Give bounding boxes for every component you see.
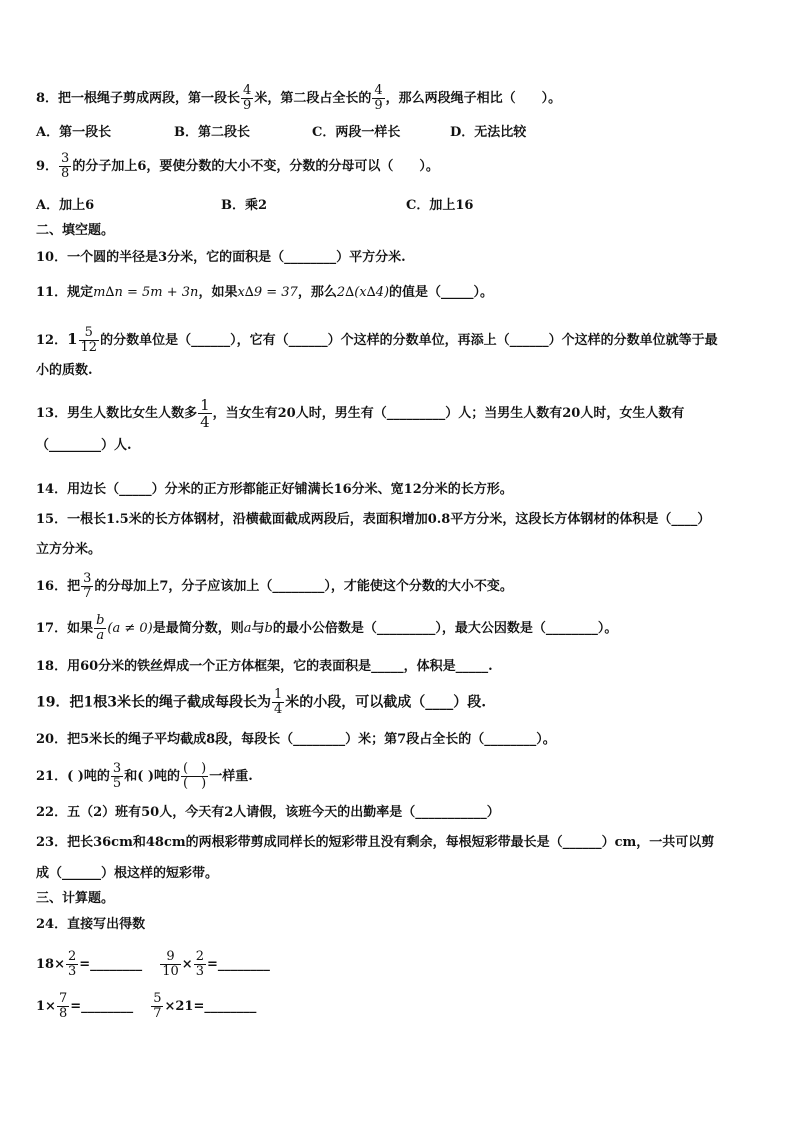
question-14: 14．用边长（_____）分米的正方形都能正好铺满长16分米、宽12分米的长方形。 bbox=[36, 482, 513, 497]
q8-text-c: ，那么两段绳子相比（ ）。 bbox=[385, 91, 562, 106]
q12-fraction: $\frac{5}{12}$ bbox=[80, 325, 98, 355]
question-17: 17．如果 $\frac{b}{a}$ (a ≠ 0)是最简分数，则a与b的最小公倍数是（_________），最大公因数是（________）。 bbox=[36, 613, 618, 643]
q8-fraction-1: $\frac{4}{9}$ bbox=[243, 83, 252, 113]
question-18: 18．用60分米的铁丝焊成一个正方体框架，它的表面积是_____，体积是_____. bbox=[36, 659, 493, 674]
q8-option-c[interactable]: C．两段一样长 bbox=[312, 125, 401, 140]
question-12: 12．1 $\frac{5}{12}$ 的分数单位是（______），它有（______）个这样的分数单位，再添上（______）个这样的分数单位就等于最 bbox=[36, 325, 718, 355]
question-21: 21．( )吨的 $\frac{3}{5}$ 和( )吨的 $\frac{( )}{( )}$ 一样重. bbox=[36, 761, 253, 791]
q23-continuation: 成（______）根这样的短彩带。 bbox=[36, 866, 219, 881]
q8-option-b[interactable]: B．第二段长 bbox=[174, 125, 250, 140]
question-15: 15．一根长1.5米的长方体钢材，沿横截面截成两段后，表面积增加0.8平方分米，这段长方体钢材的体积是（____） bbox=[36, 512, 711, 527]
q8-option-d[interactable]: D．无法比较 bbox=[450, 125, 527, 140]
q12-continuation: 小的质数. bbox=[36, 363, 93, 378]
q8-text-a: 8．把一根绳子剪成两段，第一段长 bbox=[36, 91, 241, 106]
q9-fraction: $\frac{3}{8}$ bbox=[61, 151, 70, 181]
q15-continuation: 立方分米。 bbox=[36, 542, 102, 557]
q21-fraction: $\frac{3}{5}$ bbox=[112, 761, 122, 791]
q9-text: 的分子加上6，要使分数的大小不变，分数的分母可以（ ）。 bbox=[72, 159, 439, 174]
q13-fraction: $\frac{1}{4}$ bbox=[200, 396, 210, 431]
q9-option-c[interactable]: C．加上16 bbox=[406, 198, 474, 213]
calc-1-answer[interactable]: =________ bbox=[79, 957, 143, 972]
q11-definition: m∆n = 5m + 3n bbox=[93, 285, 199, 300]
calc-row-1: 18× $\frac{2}{3}$ =________ $\frac{9}{10}$ × $\frac{2}{3}$ =________ bbox=[36, 949, 270, 979]
calc-3-fraction: $\frac{7}{8}$ bbox=[58, 991, 68, 1021]
q9-option-a[interactable]: A．加上6 bbox=[36, 198, 95, 213]
question-11: 11．规定m∆n = 5m + 3n，如果x∆9 = 37，那么2∆(x∆4)的值是（_____）。 bbox=[36, 285, 494, 300]
q21-fraction-blank: $\frac{( )}{( )}$ bbox=[183, 761, 207, 791]
question-10: 10．一个圆的半径是3分米，它的面积是（________）平方分米. bbox=[36, 250, 406, 265]
calc-row-2: 1× $\frac{7}{8}$ =________ $\frac{5}{7}$ ×21=________ bbox=[36, 991, 257, 1021]
q17-fraction: $\frac{b}{a}$ bbox=[96, 613, 105, 643]
question-13: 13．男生人数比女生人数多 $\frac{1}{4}$ ，当女生有20人时，男生有（_________）人；当男生人数有20人时，女生人数有 bbox=[36, 396, 685, 431]
calc-3-answer[interactable]: =________ bbox=[70, 999, 134, 1014]
q13-continuation: （________）人. bbox=[36, 438, 132, 453]
question-24: 24．直接写出得数 bbox=[36, 917, 146, 932]
q8-fraction-2: $\frac{4}{9}$ bbox=[374, 83, 383, 113]
q11-expression: 2∆(x∆4) bbox=[336, 285, 390, 300]
q19-fraction: $\frac{1}{4}$ bbox=[273, 687, 283, 717]
question-19: 19．把1根3米长的绳子截成每段长为 $\frac{1}{4}$ 米的小段，可以截成（____）段. bbox=[36, 687, 487, 717]
q17-condition: (a ≠ 0) bbox=[107, 621, 153, 636]
question-16: 16．把 $\frac{3}{7}$ 的分母加上7，分子应该加上（________），才能使这个分数的大小不变。 bbox=[36, 571, 513, 601]
q11-condition: x∆9 = 37 bbox=[237, 285, 298, 300]
question-23: 23．把长36cm和48cm的两根彩带剪成同样长的短彩带且没有剩余，每根短彩带最长是（______）cm，一共可以剪 bbox=[36, 835, 715, 850]
calc-2-fraction-1: $\frac{9}{10}$ bbox=[162, 949, 179, 979]
q9-option-b[interactable]: B．乘2 bbox=[221, 198, 268, 213]
section-2-title: 二、填空题。 bbox=[36, 223, 115, 238]
section-3-title: 三、计算题。 bbox=[36, 891, 115, 906]
question-8 bbox=[36, 84, 764, 113]
question-22: 22．五（2）班有50人，今天有2人请假，该班今天的出勤率是（___________） bbox=[36, 805, 500, 820]
q8-options bbox=[36, 124, 764, 142]
q9-options bbox=[36, 197, 764, 215]
q8-text-b: 米，第二段占全长的 bbox=[254, 91, 372, 106]
calc-2-answer[interactable]: =________ bbox=[206, 957, 270, 972]
calc-2-fraction-2: $\frac{2}{3}$ bbox=[195, 949, 204, 979]
q12-mixed-whole: 1 bbox=[67, 330, 78, 348]
question-20: 20．把5米长的绳子平均截成8段，每段长（________）米；第7段占全长的（________）。 bbox=[36, 732, 556, 747]
question-9: 9． $\frac{3}{8}$ 的分子加上6，要使分数的大小不变，分数的分母可以（ ）。 bbox=[36, 151, 439, 181]
calc-1-fraction: $\frac{2}{3}$ bbox=[67, 949, 77, 979]
q8-option-a[interactable]: A．第一段长 bbox=[36, 125, 112, 140]
calc-4-answer[interactable]: ×21=________ bbox=[164, 999, 257, 1014]
q16-fraction: $\frac{3}{7}$ bbox=[83, 571, 92, 601]
calc-4-fraction: $\frac{5}{7}$ bbox=[153, 991, 162, 1021]
